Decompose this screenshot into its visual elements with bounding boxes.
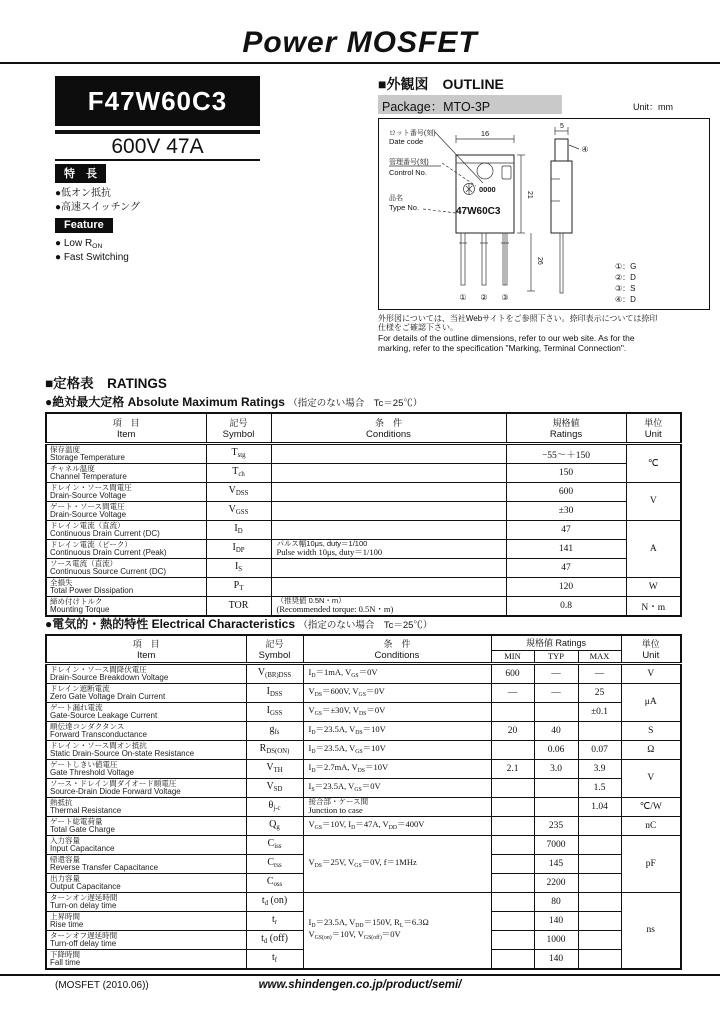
table-header-row: MIN TYP MAX: [46, 650, 681, 663]
lead-pin: [482, 233, 486, 285]
table-row: ドレイン電流（ピーク） Continuous Drain Current (Peak) $I_{DP}$ パルス幅10μs, duty＝1/100 Pulse width 10μs, duty＝1/100 141: [46, 539, 681, 558]
ratings-table: [45, 412, 682, 617]
table-row: 全損失 Total Power Dissipation $P_T$ 120 W: [46, 577, 681, 596]
control-no-label-en: Control No.: [389, 168, 427, 177]
electrical-section-heading: [45, 615, 432, 632]
table-row: 下降時間 Fall time $t_f$ 140: [46, 949, 681, 969]
type-no-label-jp: 品名: [389, 195, 403, 202]
table-row: 熱抵抗 Thermal Resistance $\theta_{j-c}$ 接合部・ケース間 Junction to case 1.04 ℃/W: [46, 797, 681, 816]
table-row: ドレイン・ソース間降伏電圧 Drain-Source Breakdown Voltage $V_{(BR)DSS}$ $I_D=1mA$, $V_{GS}=0V$ 600 — — V: [46, 663, 681, 683]
marking-lot-code: 0000: [479, 185, 496, 194]
part-number-box: [55, 76, 260, 126]
pin-legend-3: ③：S: [615, 284, 636, 293]
footer-rule: [0, 974, 720, 976]
features-en-heading: Feature: [55, 218, 113, 233]
divider: [55, 130, 260, 134]
table-row: 入力容量 Input Capacitance $C_{iss}$ $V_{DS}=25V$, $V_{GS}=0V$, f＝1MHz 7000 pF: [46, 835, 681, 854]
package-outline-drawing: [379, 119, 709, 309]
page-title: Power MOSFET: [242, 26, 478, 59]
footer-url: www.shindengen.co.jp/product/semi/: [258, 979, 462, 991]
electrical-heading-en: Electrical Characteristics: [151, 617, 296, 631]
voltage-current-rating: 600V 47A: [111, 135, 204, 158]
table-row: 順伝達コンダクタンス Forward Transconductance $g_{fs}$ $I_D=23.5A$, $V_{DS}=10V$ 20 40 S: [46, 721, 681, 740]
pin-number-4: ④: [581, 145, 589, 154]
table-row: チャネル温度 Channel Temperature $T_{ch}$ 150: [46, 463, 681, 482]
feature-item: ● Low $R_{ON}$: [55, 238, 103, 250]
table-header-row: 項 目 Item 記号 Symbol 条 件 Conditions 規格値 Ratings 単位 Unit: [46, 413, 681, 443]
package-side-view-body: [551, 161, 572, 233]
feature-item: ●低オン抵抗: [55, 188, 112, 199]
table-row: ゲートしきい値電圧 Gate Threshold Voltage $V_{TH}$ $I_D=2.7mA$, $V_{DS}=10V$ 2.1 3.0 3.9 V: [46, 759, 681, 778]
unit-label: Unit：mm: [633, 102, 673, 112]
table-row: ゲート・ソース間電圧 Drain-Source Voltage $V_{GSS}$ ±30: [46, 501, 681, 520]
table-row: ドレイン・ソース間電圧 Drain-Source Voltage $V_{DSS}$ 600 V: [46, 482, 681, 501]
dim-body-width: 16: [480, 129, 490, 138]
part-number: F47W60C3: [87, 85, 228, 116]
footer-doc-code: (MOSFET (2010.06)): [55, 980, 149, 991]
mounting-hole: [477, 163, 493, 179]
dim-lead-length: 26: [536, 257, 543, 265]
table-row: 締め付けトルク Mounting Torque TOR （推奨値 0.5N・m） (Recommended torque: 0.5N・m) 0.8 N・m: [46, 596, 681, 616]
package-front-view: [456, 155, 514, 233]
abs-max-heading-en: Absolute Maximum Ratings: [127, 395, 285, 409]
table-row: ドレイン・ソース間オン抵抗 Static Drain-Source On-state Resistance $R_{DS(ON)}$ $I_D=23.5A$, $V_{GS}=10V$ 0.06 0.07 Ω: [46, 740, 681, 759]
abs-max-heading-jp: ●絶対最大定格: [45, 395, 125, 409]
electrical-characteristics-table: [45, 634, 682, 970]
outline-note: [378, 314, 714, 353]
package-side-view-tab: [555, 139, 568, 161]
abs-max-heading-note: （指定のない場合 Tc＝25℃）: [288, 398, 423, 409]
divider: [55, 159, 260, 161]
features-jp-heading: 特 長: [55, 164, 106, 183]
table-row: ドレイン電流（直流） Continuous Drain Current (DC) $I_D$ 47 A: [46, 520, 681, 539]
table-row: 上昇時間 Rise time $t_r$ 140: [46, 911, 681, 930]
outline-note-jp: 外形図については、当社Webサイトをご参照下さい。捺印表示については捺印: [378, 314, 658, 323]
pin-number-2: ②: [480, 293, 488, 302]
outline-note-en: For details of the outline dimensions, refer to our web site. As for the: [378, 332, 635, 343]
table-header-row: 項 目 Item 記号 Symbol 条 件 Conditions 規格値 Ratings 単位 Unit: [46, 635, 681, 650]
outline-drawing-frame: [378, 118, 710, 310]
table-row: ターンオフ遅延時間 Turn-off delay time $t_d$ (off) 1000: [46, 930, 681, 949]
outline-note-en: marking, refer to the specification "Marking, Terminal Connection".: [378, 342, 627, 353]
table-row: ゲート漏れ電流 Gate-Source Leakage Current $I_{GSS}$ $V_{GS}=\pm 30V$, $V_{DS}=0V$ ±0.1: [46, 702, 681, 721]
table-row: ソース電流（直流） Continuous Source Current (DC) $I_S$ 47: [46, 558, 681, 577]
outline-note-jp: 仕様をご確認下さい。: [378, 323, 458, 333]
pin-number-1: ①: [459, 293, 467, 302]
date-code-label-en: Date code: [389, 137, 424, 146]
table-row: ゲート総電荷量 Total Gate Charge $Q_g$ $V_{GS}=10V$, $I_D=47A$, $V_{DD}=400V$ 235 nC: [46, 816, 681, 835]
electrical-heading-note: （指定のない場合 Tc＝25℃）: [298, 620, 433, 631]
pin-legend-2: ②：D: [615, 273, 636, 282]
table-row: 帰還容量 Reverse Transfer Capacitance $C_{rss}$ 145: [46, 854, 681, 873]
ratings-section-heading: ■定格表 RATINGS: [45, 376, 167, 391]
pin-legend-1: ①：G: [615, 262, 637, 271]
control-no-label-jp: 管理番号(刻): [389, 159, 429, 166]
electrical-heading-jp: ●電気的・熱的特性: [45, 617, 149, 631]
feature-item: ●高速スイッチング: [55, 202, 140, 213]
date-code-label-jp: ロット番号(刻): [389, 130, 436, 137]
dim-body-height: 21: [526, 191, 533, 199]
table-row: ソース・ドレイン間ダイオード順電圧 Source-Drain Diode Forward Voltage $V_{SD}$ $I_S=23.5A$, $V_{GS}=0V$ 1.5: [46, 778, 681, 797]
lead-pin-side: [560, 233, 563, 293]
package-label: Package：MTO-3P: [378, 95, 562, 114]
outline-section-heading: ■外観図 OUTLINE: [378, 76, 504, 92]
marking-type-no: 47W60C3: [456, 206, 501, 217]
table-row: 出力容量 Output Capacitance $C_{oss}$ 2200: [46, 873, 681, 892]
table-row: ターンオン遅延時間 Turn-on delay time $t_d$ (on) $I_D=23.5A$, $V_{DD}=150V$, $R_L=6.3\Omega$ $V_{GS(on)}=10V$, $V_{GS(off)}=0V$ 80 ns: [46, 892, 681, 911]
dim-side-width: 5: [560, 123, 564, 130]
table-row: ドレイン遮断電流 Zero Gate Voltage Drain Current $I_{DSS}$ $V_{DS}=600V$, $V_{GS}=0V$ — — 25 μA: [46, 683, 681, 702]
lead-pin: [461, 233, 465, 285]
abs-max-ratings-heading: [45, 393, 422, 410]
type-no-label-en: Type No.: [389, 203, 420, 212]
table-row: 保存温度 Storage Temperature $T_{stg}$ −55〜＋150 ℃: [46, 443, 681, 463]
pin-number-3: ③: [501, 293, 509, 302]
pin-legend-4: ④：D: [615, 295, 636, 304]
feature-item: ● Fast Switching: [55, 252, 129, 263]
header-rule: [0, 62, 720, 64]
